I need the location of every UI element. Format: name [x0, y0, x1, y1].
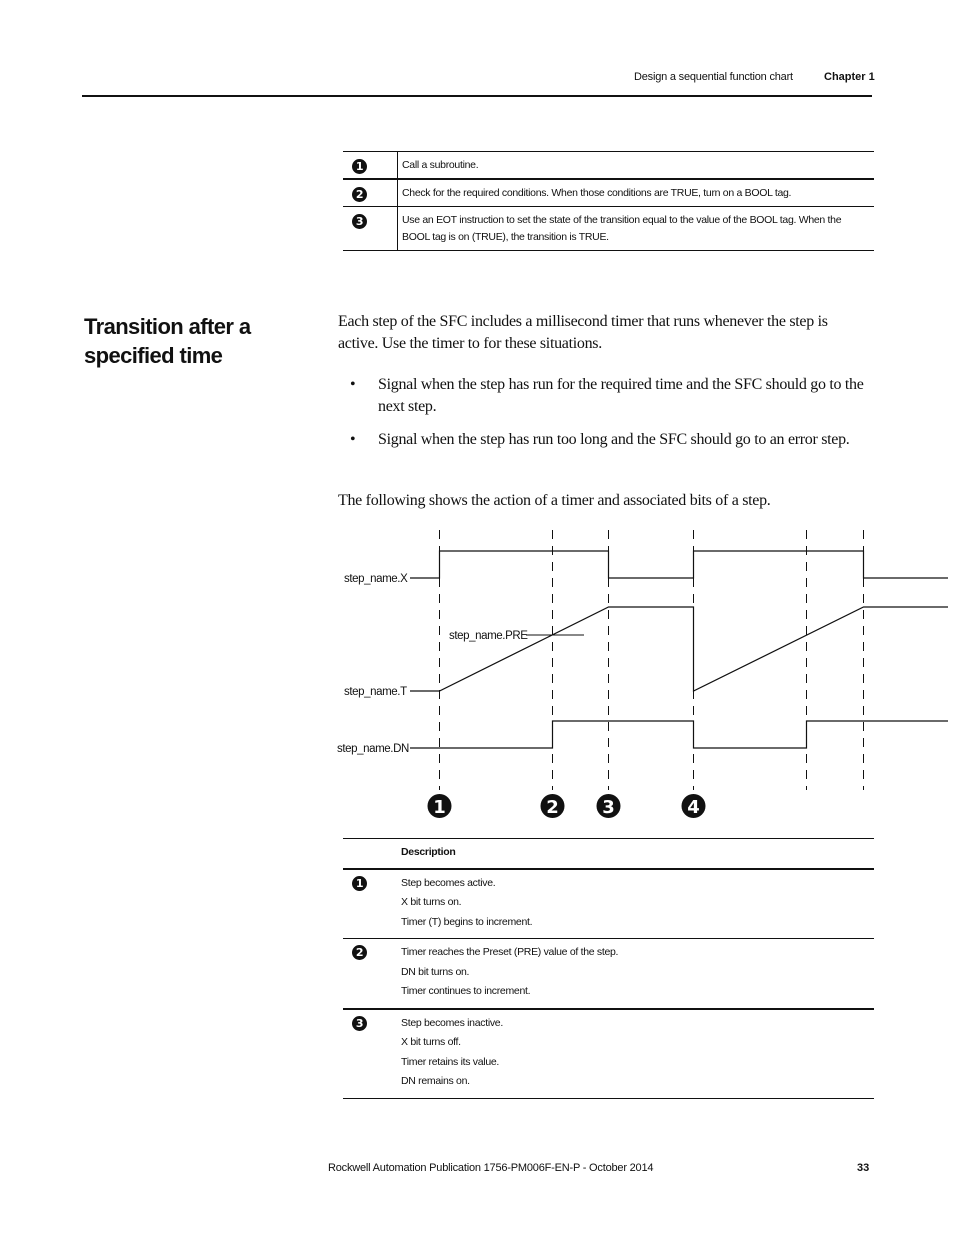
description-line: Step becomes active.: [401, 876, 496, 889]
description-table: [343, 838, 874, 1099]
description-line: Timer (T) begins to increment.: [401, 915, 533, 928]
marker-4: [682, 794, 706, 818]
marker-3: [597, 794, 621, 818]
callout-text-1: Call a subroutine.: [398, 152, 875, 180]
description-line: Step becomes inactive.: [401, 1016, 503, 1029]
marker-1-number: 1: [433, 797, 446, 818]
footer-publication: Rockwell Automation Publication 1756-PM006F-EN-P - October 2014: [328, 1162, 654, 1174]
description-header: Description: [401, 846, 456, 858]
marker-2-number: 2: [546, 797, 559, 818]
marker-3-number: 3: [602, 797, 615, 818]
x-bit-waveform: [410, 551, 948, 578]
page-number: 33: [857, 1162, 870, 1174]
header-rule: [82, 95, 872, 97]
callout-table: [343, 151, 874, 251]
label-step-t: step_name.T: [344, 686, 407, 698]
intro-paragraph: Each step of the SFC includes a millisecond timer that runs whenever the step is active. Use the timer to for these situations.: [338, 313, 828, 352]
done-bit-waveform: [410, 721, 948, 748]
description-line: X bit turns off.: [401, 1036, 461, 1048]
marker-2: [541, 794, 565, 818]
callout-badge-2: 2: [352, 187, 367, 202]
callout-text-3: Use an EOT instruction to set the state of the transition equal to the value of the BOOL tag. When the BOOL tag is on (TRUE), the transition is TRUE.: [398, 207, 875, 251]
label-step-x: step_name.X: [344, 573, 408, 585]
description-group-3: [397, 1009, 874, 1099]
description-number-cell: [343, 939, 397, 1009]
timing-diagram: [0, 520, 954, 830]
description-number-cell: [343, 1009, 397, 1099]
callout-number-cell: [343, 207, 398, 251]
description-line: Timer reaches the Preset (PRE) value of the step.: [401, 946, 619, 958]
bullet-icon: •: [350, 376, 356, 393]
section-heading: Transition after a specified time: [84, 314, 251, 368]
bullet-icon: •: [350, 431, 356, 448]
marker-4-number: 4: [687, 797, 700, 818]
marker-1: [428, 794, 452, 818]
callout-badge-3: 3: [352, 214, 367, 229]
bullet-item-1: Signal when the step has run for the required time and the SFC should go to the next step.: [378, 376, 864, 415]
description-group-2: [397, 939, 874, 1009]
timer-waveform: [410, 607, 948, 691]
lead-paragraph: The following shows the action of a timer and associated bits of a step.: [338, 492, 771, 509]
description-line: DN remains on.: [401, 1075, 470, 1087]
description-line: DN bit turns on.: [401, 965, 470, 978]
description-badge-2: 2: [352, 945, 367, 960]
running-header-chapter: Chapter 1: [824, 71, 875, 83]
callout-number-cell: [343, 179, 398, 207]
description-line: Timer continues to increment.: [401, 985, 531, 997]
description-line: X bit turns on.: [401, 896, 462, 908]
description-number-cell: [343, 869, 397, 939]
label-step-dn: step_name.DN: [337, 743, 409, 755]
description-line: Timer retains its value.: [401, 1055, 500, 1068]
description-badge-3: 3: [352, 1016, 367, 1031]
bullet-item-2: Signal when the step has run too long and the SFC should go to an error step.: [378, 431, 850, 448]
description-badge-1: 1: [352, 876, 367, 891]
running-header-section: Design a sequential function chart: [634, 71, 793, 83]
callout-text-2: Check for the required conditions. When those conditions are TRUE, turn on a BOOL tag.: [398, 179, 875, 207]
label-step-pre: step_name.PRE: [449, 630, 528, 642]
callout-number-cell: [343, 152, 398, 180]
callout-badge-1: 1: [352, 159, 367, 174]
description-group-1: [397, 869, 874, 939]
